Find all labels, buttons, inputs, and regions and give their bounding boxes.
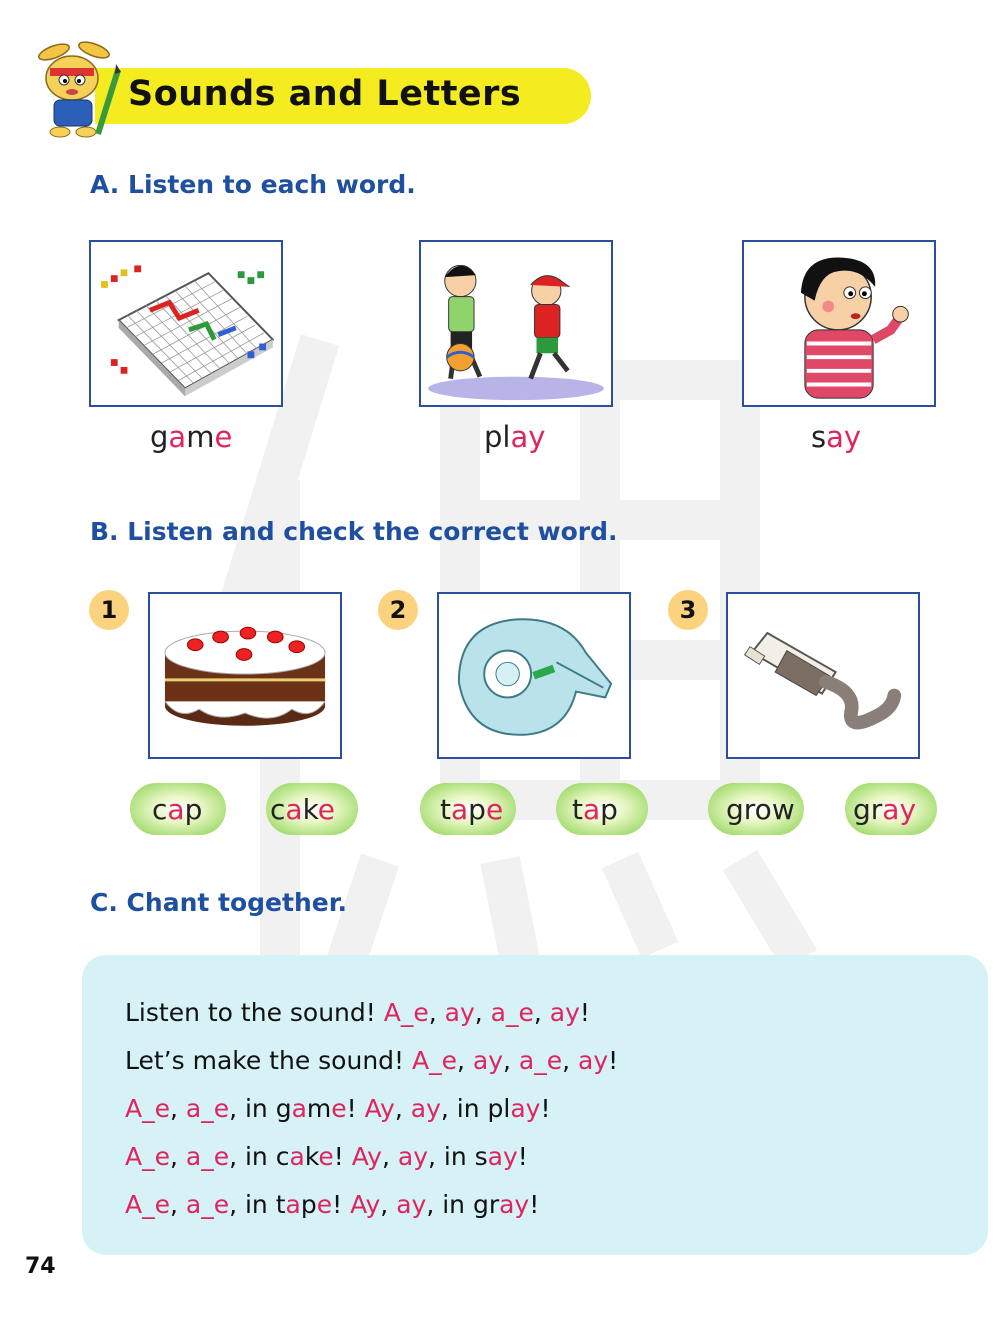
- chant-line-2: Let’s make the sound! A_e, ay, a_e, ay!: [125, 1046, 619, 1075]
- item-number-2: 2: [378, 590, 418, 630]
- item-number-1: 1: [89, 590, 129, 630]
- game-picture: [89, 240, 283, 407]
- chant-line-1: Listen to the sound! A_e, ay, a_e, ay!: [125, 998, 590, 1027]
- word-game: game: [150, 420, 233, 454]
- option-cap-button[interactable]: cap: [130, 783, 226, 835]
- say-picture: [742, 240, 936, 407]
- play-picture: [419, 240, 613, 407]
- gray-paint-picture: [726, 592, 920, 759]
- cake-picture: [148, 592, 342, 759]
- section-b-title: B. Listen and check the correct word.: [90, 517, 618, 546]
- option-tape-button[interactable]: tape: [420, 783, 516, 835]
- page-number: 74: [25, 1254, 56, 1279]
- rabbit-mascot-icon: [24, 40, 124, 140]
- option-grow-button[interactable]: grow: [708, 783, 804, 835]
- option-tap-button[interactable]: tap: [556, 783, 648, 835]
- page-title: Sounds and Letters: [128, 74, 522, 114]
- section-c-title: C. Chant together.: [90, 888, 347, 917]
- item-number-3: 3: [668, 590, 708, 630]
- option-gray-button[interactable]: gray: [845, 783, 937, 835]
- option-cake-button[interactable]: cake: [266, 783, 358, 835]
- word-say: say: [811, 420, 862, 454]
- section-a-title: A. Listen to each word.: [90, 170, 416, 199]
- chant-line-3: A_e, a_e, in game! Ay, ay, in play!: [125, 1094, 551, 1123]
- chant-line-4: A_e, a_e, in cake! Ay, ay, in say!: [125, 1142, 528, 1171]
- word-play: play: [484, 420, 546, 454]
- chant-line-5: A_e, a_e, in tape! Ay, ay, in gray!: [125, 1190, 540, 1219]
- tape-picture: [437, 592, 631, 759]
